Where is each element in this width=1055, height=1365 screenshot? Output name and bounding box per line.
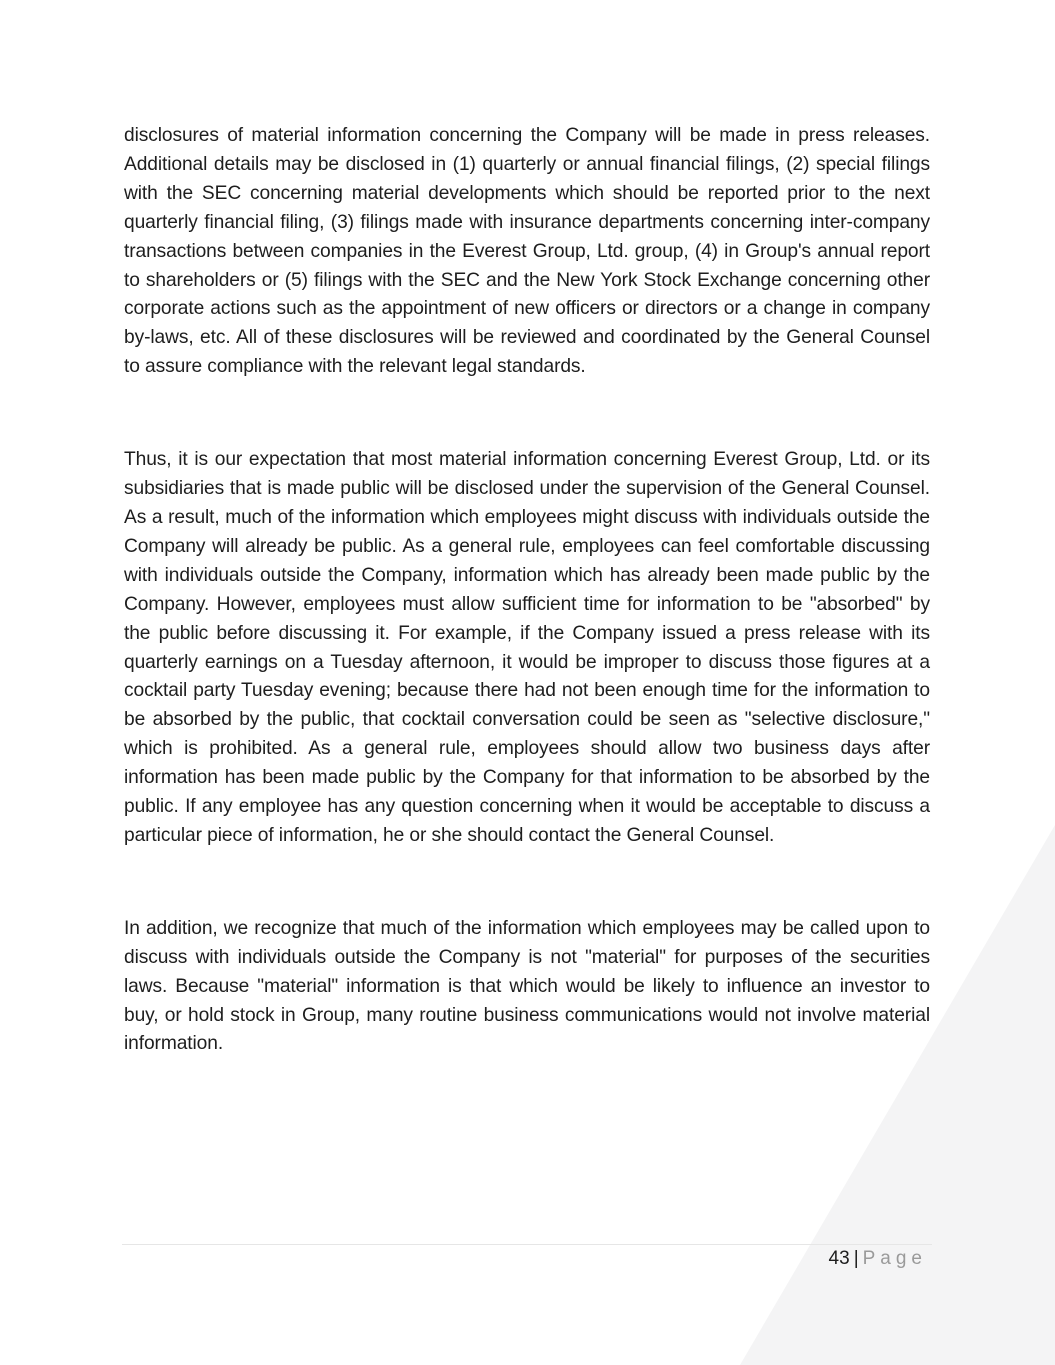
paragraph-disclosures: disclosures of material information concerning the Company will be made in press releases. Additional details may be disclosed in (1) quarterly or annual financial filings, (2) special filings with the SEC concerning material developments which should be reported prior to the next quarterly financial filing, (3) filings made with insurance departments concerning inter-company transactions between companies in the Everest Group, Ltd. group, (4) in Group's annual report to shareholders or (5) filings with the SEC and the New York Stock Exchange concerning other corporate actions such as the appointment of new officers or directors or a change in company by-laws, etc. All of these disclosures will be reviewed and coordinated by the General Counsel to assure compliance with the relevant legal standards. xyxy=(124,125,930,378)
page-footer xyxy=(829,1247,927,1271)
paragraph-materiality: In addition, we recognize that much of the information which employees may be called upon to discuss with individuals outside the Company is not "material" for purposes of the securities laws. Because "material" information is that which would be likely to influence an investor to buy, or hold stock in Group, many routine business communications would not involve material information. xyxy=(124,917,930,1055)
page-number-separator: | xyxy=(853,1248,859,1269)
page-number: 43 xyxy=(828,1248,850,1269)
footer-divider xyxy=(122,1244,932,1245)
paragraph-expectation: Thus, it is our expectation that most material information concerning Everest Group, Ltd. or its subsidiaries that is made public will be disclosed under the supervision of the General Counsel. As a result, much of the information which employees might discuss with individuals outside the Company will already be public. As a general rule, employees can feel comfortable discussing with individuals outside the Company, information which has already been made public by the Company. However, employees must allow sufficient time for information to be "absorbed" by the public before discussing it. For example, if the Company issued a press release with its quarterly earnings on a Tuesday afternoon, it would be improper to discuss those figures at a cocktail party Tuesday evening; because there had not been enough time for the information to be absorbed by the public, that cocktail conversation could be seen as "selective disclosure," which is prohibited. As a general rule, employees should allow two business days after information has been made public by the Company for that information to be absorbed by the public. If any employee has any question concerning when it would be acceptable to discuss a particular piece of information, he or she should contact the General Counsel. xyxy=(124,449,930,846)
document-body xyxy=(124,122,930,1059)
page-label: Page xyxy=(862,1248,927,1269)
